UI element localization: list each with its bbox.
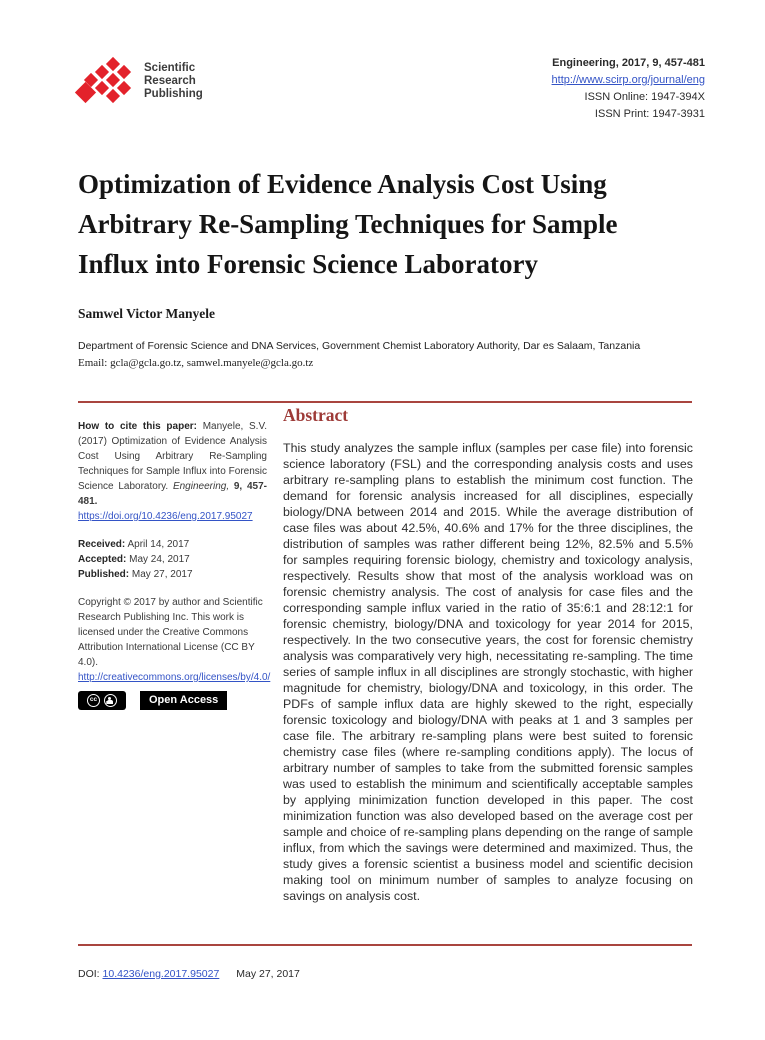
paper-title: Optimization of Evidence Analysis Cost Using Arbitrary Re-Sampling Techniques for Sample Influx into Forensic Science Laboratory (78, 169, 618, 279)
cite-journal-name: Engineering, (172, 481, 230, 492)
issn-online: ISSN Online: 1947-394X (584, 91, 705, 103)
cc-icon: cc (87, 694, 100, 707)
cc-by-label: BY (106, 699, 113, 705)
page-footer (78, 968, 300, 980)
doi-link[interactable]: 10.4236/eng.2017.95027 (102, 968, 220, 980)
license-url-link[interactable]: http://creativecommons.org/licenses/by/4.0/ (78, 672, 271, 683)
received-date: April 14, 2017 (125, 539, 190, 550)
open-access-badge: Open Access (140, 691, 227, 710)
published-label: Published: (78, 569, 130, 580)
license-badges (78, 691, 267, 710)
article-dates (78, 537, 267, 582)
how-to-cite-label: How to cite this paper: (78, 421, 197, 432)
journal-citation: Engineering, 2017, 9, 457-481 (552, 57, 705, 69)
copyright-notice: Copyright © 2017 by author and Scientific Research Publishing Inc. This work is licensed under the Creative Commons Attribution International License (CC BY 4.0). (78, 597, 263, 668)
cite-pages: 9, 457-481. (78, 481, 267, 507)
journal-url-link[interactable]: http://www.scirp.org/journal/eng (551, 74, 705, 86)
citation-sidebar (78, 419, 271, 710)
author-name: Samwel Victor Manyele (78, 306, 215, 321)
issn-print: ISSN Print: 1947-3931 (594, 108, 705, 120)
received-label: Received: (78, 539, 126, 550)
publisher-name-line1: Scientific (144, 62, 196, 74)
publisher-name-line3: Publishing (144, 88, 203, 100)
how-to-cite (78, 419, 267, 509)
author-email: Email: gcla@gcla.go.tz, samwel.manyele@gcla.go.tz (78, 357, 314, 369)
abstract-heading: Abstract (283, 405, 349, 425)
journal-meta (552, 55, 705, 123)
accepted-date: May 24, 2017 (126, 554, 190, 565)
how-to-cite-text: Manyele, S.V. (2017) Optimization of Evidence Analysis Cost Using Arbitrary Re-Sampling Techniques for Sample Influx into Forensic Science Laboratory. (78, 421, 267, 492)
bottom-divider-rule (78, 944, 692, 946)
abstract-text: This study analyzes the sample influx (samples per case file) into forensic science laboratory (FSL) and the corresponding analysis costs and uses arbitrary re-sampling plans to establish the minimum cost function. The demand for forensic analysis increased for all disciplines, especially biology/DNA between 2014 and 2015. While the average distribution of case files was about 42.5%, 40.6% and 17% for the three disciplines, the distribution of samples was rather different being 12%, 82.5% and 5.5% for samples requiring forensic biology, chemistry and toxicology analysis, respectively. Results show that most of the analysis workload was on forensic chemistry analysis. The cost of analysis for case files and the corresponding sample influx varied in the ratio of 35:6:1 and 28:12:1 for forensic chemistry, biology/DNA and toxicology for year 2014 for 2015, respectively. In the two consecutive years, the cost for forensic chemistry analysis was comparatively very high, necessitating re-sampling. The time series of sample influx in all disciplines are strongly stochastic, with higher magnitude for chemistry, biology/DNA and toxicology, in this order. The PDFs of sample influx data are highly skewed to the right, especially forensic toxicology and biology/DNA with peaks at 1 and 3 samples per case file. The arbitrary re-sampling plans were best suited to forensic chemistry case files (where re-sampling conditions apply). The locus of arbitrary number of samples to take from the submitted forensic samples was used to establish the minimum and scientifically acceptable samples by applying minimization function developed in this paper. The cost minimization function was also developed based on the average cost per sample and choice of re-sampling plans depending on the range of sample influx, from which the savings were determined and maximized. Thus, the study gives a forensic scientist a business model and scientific decision making tool on minimum number of samples to analyze focusing on savings on analysis cost. (283, 441, 693, 903)
doi-label: DOI: (78, 968, 100, 980)
abstract-section (283, 405, 693, 904)
srp-diamonds-icon (78, 58, 134, 110)
publisher-name-line2: Research (144, 75, 196, 87)
cc-by-badge (78, 691, 126, 710)
cite-doi-link[interactable]: https://doi.org/10.4236/eng.2017.95027 (78, 511, 253, 522)
footer-date: May 27, 2017 (236, 968, 300, 980)
top-divider-rule (78, 401, 692, 403)
author-affiliation: Department of Forensic Science and DNA Services, Government Chemist Laboratory Authority, Dar es Salaam, Tanzania (78, 340, 641, 352)
published-date: May 27, 2017 (129, 569, 193, 580)
publisher-logo (78, 58, 203, 110)
accepted-label: Accepted: (78, 554, 127, 565)
publisher-name (144, 62, 203, 101)
